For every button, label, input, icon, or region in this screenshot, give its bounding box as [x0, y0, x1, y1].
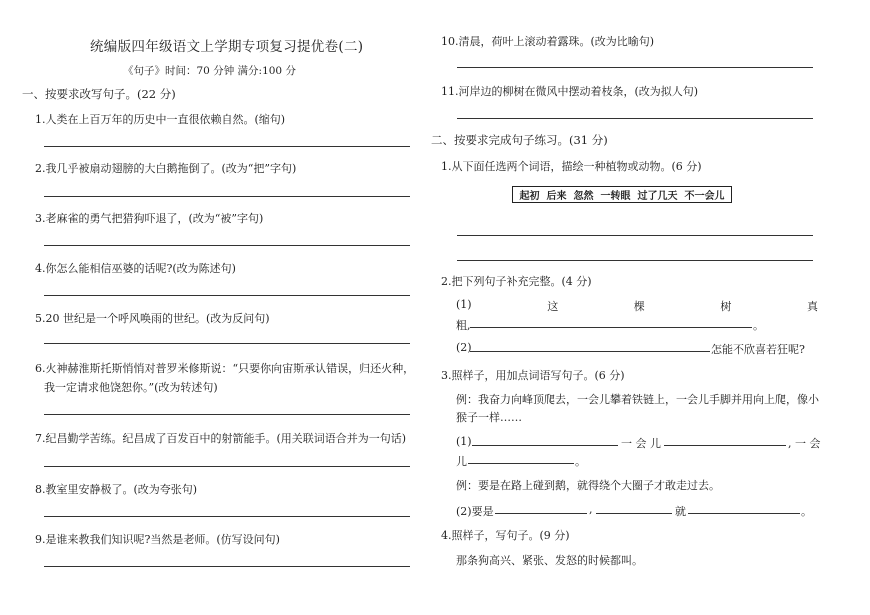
q2-3-1-end: , 一 会 [788, 437, 821, 450]
question-1-3: 3.老麻雀的勇气把猎狗吓退了，(改为“被”字句) [35, 212, 264, 225]
q2-3-2-comma: , [589, 503, 593, 516]
question-1-4: 4.你怎么能相信巫婆的话呢?(改为陈述句) [35, 262, 236, 275]
word-6: 不一会儿 [684, 191, 725, 202]
q2-2-1-line1 [456, 298, 818, 314]
fill-blank-2-2-2[interactable] [470, 351, 710, 352]
word-1: 起初 [519, 191, 540, 202]
fill-blank-2-2-1[interactable] [470, 327, 752, 328]
q2-3-1-label: (1) [456, 435, 472, 448]
section-1-heading: 一、按要求改写句子。(22 分) [22, 87, 176, 101]
q2-2-2-label: (2) [456, 341, 472, 354]
question-1-1: 1.人类在上百万年的历史中一直很依赖自然。(缩句) [35, 113, 286, 126]
word-bank [512, 186, 732, 203]
q2-3-2-jiu: 就 [675, 505, 686, 518]
question-1-8: 8.教室里安静极了。(改为夸张句) [35, 483, 198, 496]
q2-3-example-cont: 猴子一样…… [456, 411, 522, 424]
question-2-3: 3.照样子，用加点词语写句子。(6 分) [441, 369, 625, 382]
fill-blank-2-3-2a[interactable] [495, 513, 587, 514]
q2-2-1-cont: 粗, [456, 319, 471, 332]
word-4: 一转眼 [600, 191, 631, 202]
answer-line-1-1[interactable] [44, 146, 410, 147]
answer-line-1-6[interactable] [44, 414, 410, 415]
q2-2-1-char: 真 [806, 300, 818, 313]
answer-line-10[interactable] [457, 67, 813, 68]
word-3: 忽然 [573, 191, 594, 202]
fill-blank-2-3-2c[interactable] [688, 513, 800, 514]
question-2-2: 2.把下列句子补充完整。(4 分) [441, 275, 592, 288]
q2-4-example: 那条狗高兴、紧张、发怒的时候都叫。 [456, 554, 643, 567]
fill-blank-2-3-1a[interactable] [472, 445, 618, 446]
q2-2-2-end: 怎能不欣喜若狂呢? [711, 343, 805, 356]
fill-blank-2-3-1c[interactable] [468, 463, 574, 464]
answer-line-11[interactable] [457, 118, 813, 119]
word-5: 过了几天 [637, 191, 678, 202]
fill-blank-2-3-2b[interactable] [596, 513, 672, 514]
answer-line-2-1b[interactable] [457, 260, 813, 261]
q2-2-1-char: 这 [547, 300, 559, 313]
q2-3-2-label: (2)要是 [456, 505, 494, 518]
q2-3-1-next: 儿 [456, 455, 467, 468]
q2-3-example: 例：我奋力向峰顶爬去，一会儿攀着铁链上，一会儿手脚并用向上爬，像小 [456, 393, 819, 406]
answer-line-1-5[interactable] [44, 343, 410, 344]
answer-line-1-2[interactable] [44, 196, 410, 197]
exam-meta: 《句子》时间：70 分钟 满分:100 分 [123, 65, 296, 77]
question-2-4: 4.照样子，写句子。(9 分) [441, 529, 570, 542]
q2-2-1-char: 树 [720, 300, 732, 313]
answer-line-1-3[interactable] [44, 245, 410, 246]
question-10: 10.清晨，荷叶上滚动着露珠。(改为比喻句) [441, 35, 655, 48]
question-1-6-cont: 我一定请求他饶恕你。”(改为转述句) [44, 381, 218, 394]
question-1-6: 6.火神赫淮斯托斯悄悄对普罗米修斯说：“只要你向宙斯承认错误，归还火种， [35, 362, 415, 375]
question-2-1: 1.从下面任选两个词语，描绘一种植物或动物。(6 分) [441, 160, 702, 173]
question-1-7: 7.纪昌勤学苦练。纪昌成了百发百中的射箭能手。(用关联词语合并为一句话) [35, 432, 407, 445]
q2-3-example2: 例：要是在路上碰到鹅，就得绕个大圈子才敢走过去。 [456, 479, 720, 492]
q2-2-1-period: 。 [753, 319, 764, 332]
question-1-5: 5.20 世纪是一个呼风唤雨的世纪。(改为反问句) [35, 312, 270, 325]
answer-line-1-8[interactable] [44, 516, 410, 517]
question-1-2: 2.我几乎被扇动翅膀的大白鹅拖倒了。(改为“把”字句) [35, 162, 297, 175]
question-11: 11.河岸边的柳树在微风中摆动着枝条，(改为拟人句) [441, 85, 699, 98]
question-1-9: 9.是谁来教我们知识呢?当然是老师。(仿写设问句) [35, 533, 280, 546]
answer-line-1-4[interactable] [44, 295, 410, 296]
q2-2-1-char: 棵 [633, 300, 645, 313]
answer-line-1-7[interactable] [44, 466, 410, 467]
page-title: 统编版四年级语文上学期专项复习提优卷(二) [90, 39, 364, 55]
answer-line-2-1a[interactable] [457, 235, 813, 236]
q2-2-1-label: (1) [456, 298, 472, 311]
fill-blank-2-3-1b[interactable] [664, 445, 786, 446]
answer-line-1-9[interactable] [44, 566, 410, 567]
section-2-heading: 二、按要求完成句子练习。(31 分) [431, 133, 608, 147]
word-2: 后来 [546, 191, 567, 202]
q2-3-1-mid: 一 会 儿 [621, 437, 661, 450]
q2-3-1-period: 。 [575, 455, 586, 468]
q2-3-2-period: 。 [801, 505, 812, 518]
